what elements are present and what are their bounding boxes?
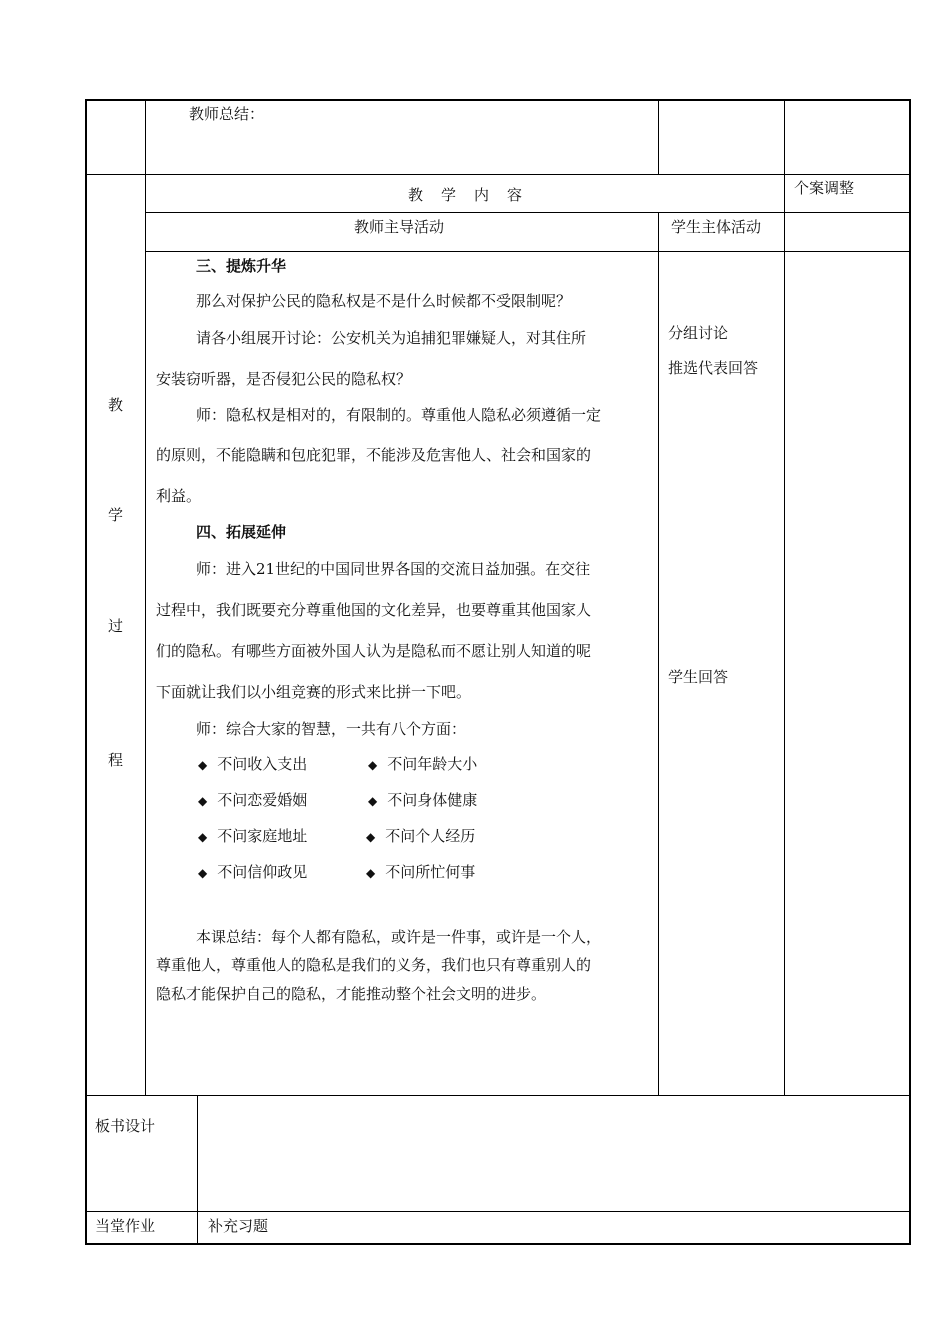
- list-item: ◆ 不问所忙何事: [366, 863, 476, 881]
- section3-teacher-line-3: 利益。: [156, 487, 202, 505]
- grid-line: [85, 1243, 911, 1245]
- grid-line: [145, 99, 146, 1095]
- diamond-icon: ◆: [366, 866, 376, 880]
- process-side-char-4: 程: [108, 751, 124, 769]
- summary-line-2: 尊重他人，尊重他人的隐私是我们的义务，我们也只有尊重别人的: [156, 956, 592, 974]
- board-design-label: 板书设计: [95, 1117, 156, 1135]
- diamond-icon: ◆: [198, 758, 208, 772]
- homework-value: 补充习题: [208, 1217, 269, 1235]
- diamond-icon: ◆: [198, 866, 208, 880]
- section4-para1-line-1: 师：进入21世纪的中国同世界各国的交流日益加强。在交往: [196, 560, 591, 578]
- grid-line: [197, 1095, 198, 1244]
- student-discuss: 分组讨论: [668, 324, 729, 342]
- diamond-icon: ◆: [198, 794, 208, 808]
- process-side-char-1: 教: [108, 396, 124, 414]
- list-item: ◆ 不问信仰政见: [198, 863, 308, 881]
- adjust-header: 个案调整: [794, 179, 855, 197]
- section4-para1-line-4: 下面就让我们以小组竞赛的形式来比拼一下吧。: [156, 683, 472, 701]
- student-activity-header: 学生主体活动: [671, 218, 762, 236]
- diamond-icon: ◆: [368, 758, 378, 772]
- grid-line: [85, 99, 87, 1245]
- list-item: ◆ 不问身体健康: [368, 791, 478, 809]
- grid-line: [85, 99, 911, 101]
- summary-line-1: 本课总结：每个人都有隐私，或许是一件事，或许是一个人，: [196, 928, 602, 946]
- section3-title: 三、提炼升华: [196, 257, 287, 275]
- list-item: ◆ 不问个人经历: [366, 827, 476, 845]
- list-item: ◆ 不问年龄大小: [368, 755, 478, 773]
- grid-line: [85, 174, 911, 175]
- section4-para1-line-3: 们的隐私。有哪些方面被外国人认为是隐私而不愿让别人知道的呢: [156, 642, 592, 660]
- teacher-summary-label: 教师总结：: [189, 105, 265, 123]
- summary-line-3: 隐私才能保护自己的隐私，才能推动整个社会文明的进步。: [156, 985, 547, 1003]
- grid-line: [658, 212, 659, 1095]
- list-item: ◆ 不问家庭地址: [198, 827, 308, 845]
- grid-line: [784, 99, 785, 1095]
- section3-discuss-line-2: 安装窃听器，是否侵犯公民的隐私权？: [156, 370, 412, 388]
- grid-line: [85, 1095, 911, 1096]
- grid-line: [658, 99, 659, 174]
- student-answer: 学生回答: [668, 668, 729, 686]
- diamond-icon: ◆: [366, 830, 376, 844]
- section3-teacher-line-1: 师：隐私权是相对的，有限制的。尊重他人隐私必须遵循一定: [196, 406, 602, 424]
- section4-title: 四、拓展延伸: [196, 523, 287, 541]
- student-answer-rep: 推选代表回答: [668, 359, 759, 377]
- list-item: ◆ 不问收入支出: [198, 755, 308, 773]
- section3-teacher-line-2: 的原则，不能隐瞒和包庇犯罪，不能涉及危害他人、社会和国家的: [156, 446, 592, 464]
- content-header: 教学内容: [408, 186, 541, 204]
- teacher-activity-header: 教师主导活动: [354, 218, 445, 236]
- grid-line: [145, 212, 911, 213]
- grid-line: [909, 99, 911, 1245]
- list-item: ◆ 不问恋爱婚姻: [198, 791, 308, 809]
- section3-question: 那么对保护公民的隐私权是不是什么时候都不受限制呢？: [196, 292, 572, 310]
- process-side-char-2: 学: [108, 506, 124, 524]
- grid-line: [145, 251, 911, 252]
- diamond-icon: ◆: [368, 794, 378, 808]
- grid-line: [85, 1211, 911, 1212]
- section4-para1-line-2: 过程中，我们既要充分尊重他国的文化差异，也要尊重其他国家人: [156, 601, 592, 619]
- section3-discuss-line-1: 请各小组展开讨论：公安机关为追捕犯罪嫌疑人，对其住所: [196, 329, 587, 347]
- diamond-icon: ◆: [198, 830, 208, 844]
- process-side-char-3: 过: [108, 617, 124, 635]
- section4-para2: 师：综合大家的智慧，一共有八个方面：: [196, 720, 467, 738]
- homework-label: 当堂作业: [95, 1217, 156, 1235]
